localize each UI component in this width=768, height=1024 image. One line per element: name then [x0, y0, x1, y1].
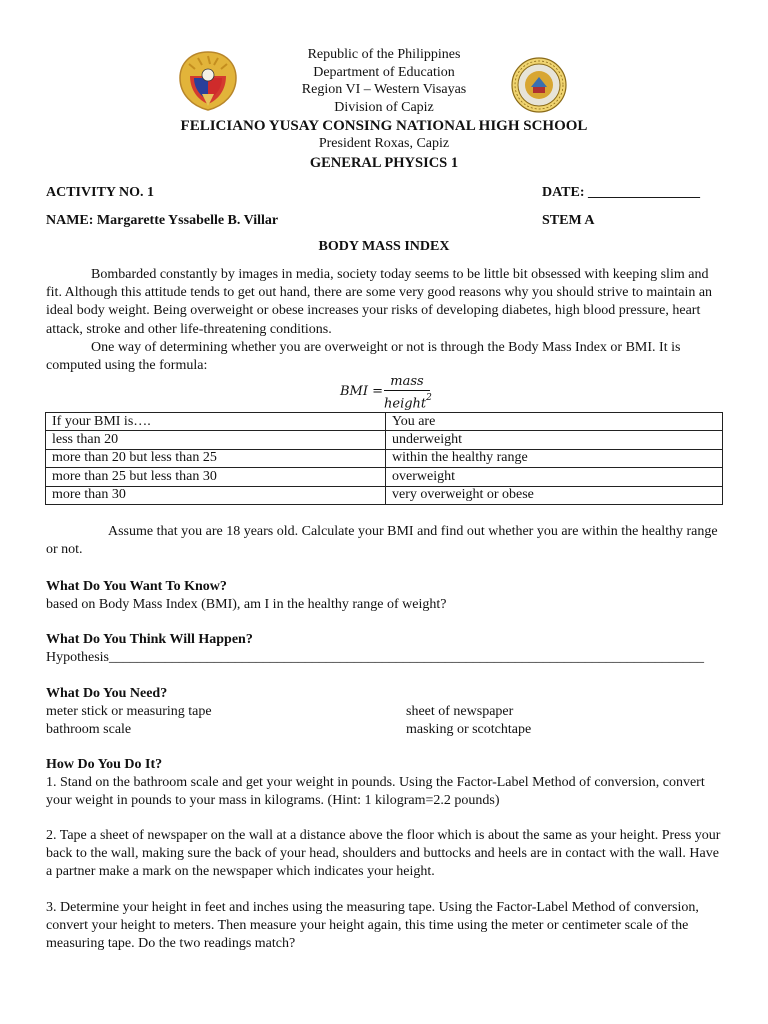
procedure-step-2: 2. Tape a sheet of newspaper on the wall at a distance above the floor which is about the same as your height. Press your back to the wall, making sure the back of your head, shoulders and buttocks and heels are in contact with the wall. Have a partner make a mark on the newspaper which indicates your height. — [46, 828, 721, 880]
table-cell: very overweight or obese — [386, 486, 723, 504]
table-cell: overweight — [386, 468, 723, 486]
material-item: meter stick or measuring tape — [46, 704, 212, 719]
page-title: BODY MASS INDEX — [318, 239, 450, 254]
section-label: STEM A — [542, 213, 595, 228]
table-cell: more than 30 — [46, 486, 386, 504]
want-know-heading: What Do You Want To Know? — [46, 579, 227, 594]
table-cell: less than 20 — [46, 431, 386, 449]
assumption-paragraph: Assume that you are 18 years old. Calculate your BMI and find out whether you are within the healthy range or not. — [46, 524, 718, 558]
table-row — [46, 468, 723, 486]
table-row — [46, 431, 723, 449]
procedure-step-3: 3. Determine your height in feet and inches using the measuring tape. Using the Factor-Label Method of conversion, convert your height to meters. Then measure your height again, this time using the meter or centimeter scale of the measuring tape. Do the two readings match? — [46, 900, 699, 952]
want-know-answer: based on Body Mass Index (BMI), am I in the healthy range of weight? — [46, 597, 447, 612]
document-header — [0, 46, 768, 172]
formula-lhs: BMI = — [340, 384, 384, 399]
table-row — [46, 486, 723, 504]
procedure-step-1: 1. Stand on the bathroom scale and get your weight in pounds. Using the Factor-Label Method of conversion, convert your weight in pounds to your mass in kilograms. (Hint: 1 kilogram=2.2 pounds) — [46, 775, 705, 809]
bmi-table — [45, 412, 723, 505]
material-item: bathroom scale — [46, 722, 132, 737]
table-header-cell: If your BMI is…. — [46, 413, 386, 431]
date-field: DATE: ________________ — [542, 185, 701, 200]
formula-fraction — [384, 374, 430, 413]
howto-heading: How Do You Do It? — [46, 757, 163, 772]
table-cell: underweight — [386, 431, 723, 449]
region-line: Region VI – Western Visayas — [301, 82, 467, 97]
intro-paragraph-2: One way of determining whether you are overweight or not is through the Body Mass Index or BMI. It is computed using the formula: — [46, 340, 681, 374]
republic-line: Republic of the Philippines — [307, 47, 461, 62]
activity-row — [46, 184, 726, 202]
material-item: masking or scotchtape — [406, 722, 532, 737]
name-row — [46, 212, 726, 230]
school-name: FELICIANO YUSAY CONSING NATIONAL HIGH SCHOOL — [180, 118, 588, 134]
formula-denominator: height$^2$ — [384, 393, 432, 412]
school-location: President Roxas, Capiz — [318, 136, 450, 151]
division-line: Division of Capiz — [334, 99, 434, 115]
intro-paragraph-1: Bombarded constantly by images in media, society today seems to be little bit obsessed with keeping slim and fit. Although this attitude tends to get out hand, there are some very good reasons why you should strive to maintain an ideal body weight. Being overweight or obese increases your risks of developing diabetes, high blood pressure, heart attack, stroke and other life-threatening conditions. — [46, 267, 713, 337]
table-cell: within the healthy range — [386, 449, 723, 467]
hypothesis-field: Hypothesis_____________________________________________________________________________________ — [46, 650, 704, 665]
formula-exponent: 2 — [426, 393, 432, 403]
department-line: Department of Education — [313, 64, 455, 80]
table-row — [46, 449, 723, 467]
formula-numerator: mass — [384, 374, 430, 391]
need-heading: What Do You Need? — [46, 686, 168, 701]
table-header-row — [46, 413, 723, 431]
subject-title: GENERAL PHYSICS 1 — [309, 154, 459, 171]
table-cell: more than 25 but less than 30 — [46, 468, 386, 486]
think-heading: What Do You Think Will Happen? — [46, 632, 253, 647]
material-item: sheet of newspaper — [406, 704, 514, 719]
student-name: NAME: Margarette Yssabelle B. Villar — [46, 213, 279, 228]
table-header-cell: You are — [386, 413, 723, 431]
activity-label: ACTIVITY NO. 1 — [46, 185, 154, 200]
table-cell: more than 20 but less than 25 — [46, 449, 386, 467]
